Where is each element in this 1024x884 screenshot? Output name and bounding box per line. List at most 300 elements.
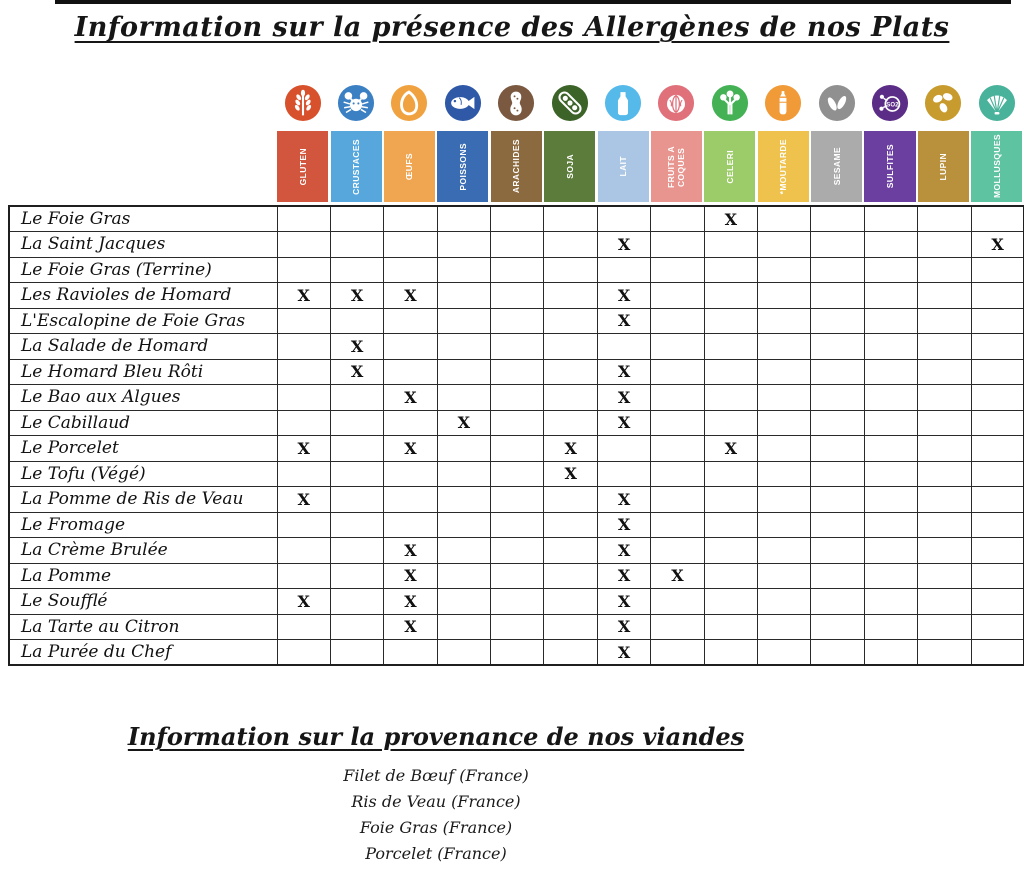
allergen-mark: X [597, 283, 650, 309]
allergen-mark-empty [597, 461, 650, 487]
allergen-icon-row [8, 84, 1024, 131]
table-row [9, 334, 1024, 360]
allergen-mark: X [277, 589, 330, 615]
allergen-header-label: GLUTEN [297, 147, 308, 186]
provenance-item: Ris de Veau (France) [351, 792, 521, 811]
allergen-mark-empty [758, 334, 811, 360]
allergen-mark-empty [330, 589, 383, 615]
allergen-mark-empty [384, 334, 437, 360]
allergen-mark-empty [437, 257, 490, 283]
allergen-mark-empty [491, 410, 544, 436]
allergen-mark-empty [704, 359, 757, 385]
allergen-mark-empty [971, 538, 1024, 564]
allergen-mark-empty [277, 538, 330, 564]
allergen-mark-empty [704, 283, 757, 309]
allergen-mark-empty [918, 461, 971, 487]
dish-name: La Pomme de Ris de Veau [9, 487, 277, 513]
allergen-mark-empty [918, 512, 971, 538]
table-row [9, 563, 1024, 589]
allergen-mark-empty [918, 589, 971, 615]
allergen-header-label: CRUSTACES [350, 138, 361, 195]
allergen-mark-empty [811, 334, 864, 360]
crab-icon [337, 84, 375, 122]
allergen-mark-empty [491, 640, 544, 666]
allergen-mark-empty [704, 614, 757, 640]
allergen-mark-empty [491, 589, 544, 615]
allergen-mark-empty [277, 563, 330, 589]
allergen-mark-empty [491, 232, 544, 258]
allergen-mark-empty [811, 512, 864, 538]
allergen-icon-cell [383, 84, 436, 131]
allergen-mark-empty [918, 538, 971, 564]
allergen-header-label: LAIT [617, 156, 628, 177]
allergen-mark-empty [758, 538, 811, 564]
allergen-mark-empty [491, 283, 544, 309]
allergen-mark-empty [918, 283, 971, 309]
allergen-mark-empty [864, 232, 917, 258]
allergen-mark-empty [437, 614, 490, 640]
allergen-mark-empty [971, 359, 1024, 385]
allergen-mark-empty [651, 410, 704, 436]
allergen-mark-empty [864, 589, 917, 615]
allergen-mark-empty [544, 640, 597, 666]
allergen-mark-empty [437, 206, 490, 232]
allergen-mark-empty [971, 385, 1024, 411]
allergen-mark-empty [704, 640, 757, 666]
allergen-icon-cell [650, 84, 703, 131]
allergen-mark-empty [971, 461, 1024, 487]
allergen-mark: X [704, 206, 757, 232]
dish-name: La Pomme [9, 563, 277, 589]
allergen-mark-empty [330, 308, 383, 334]
allergen-mark-empty [918, 359, 971, 385]
allergen-mark-empty [758, 283, 811, 309]
allergen-header-label: POISSONS [457, 142, 468, 191]
allergen-mark-empty [277, 334, 330, 360]
allergen-mark-empty [758, 461, 811, 487]
allergen-mark-empty [544, 359, 597, 385]
allergen-mark-empty [758, 589, 811, 615]
allergen-mark-empty [811, 308, 864, 334]
allergen-mark: X [597, 487, 650, 513]
allergen-mark-empty [758, 436, 811, 462]
allergen-mark-empty [704, 461, 757, 487]
table-row [9, 206, 1024, 232]
soybean-pod-icon [551, 84, 589, 122]
allergen-mark-empty [437, 359, 490, 385]
allergen-mark-empty [811, 410, 864, 436]
allergen-header-label: CELERI [724, 149, 735, 184]
allergen-mark-empty [971, 512, 1024, 538]
allergen-mark-empty [491, 334, 544, 360]
allergen-header-label: SOJA [564, 154, 575, 179]
allergen-mark-empty [864, 512, 917, 538]
sesame-seeds-icon [818, 84, 856, 122]
allergen-mark-empty [758, 359, 811, 385]
allergen-header-gluten [276, 131, 329, 202]
allergen-mark-empty [651, 283, 704, 309]
allergen-mark-empty [864, 308, 917, 334]
allergen-mark: X [384, 283, 437, 309]
allergen-mark-empty [277, 206, 330, 232]
allergen-mark-empty [758, 563, 811, 589]
dish-name: Le Homard Bleu Rôti [9, 359, 277, 385]
dish-name: L'Escalopine de Foie Gras [9, 308, 277, 334]
dish-name: Le Tofu (Végé) [9, 461, 277, 487]
allergen-mark-empty [277, 385, 330, 411]
table-row [9, 283, 1024, 309]
allergen-mark-empty [864, 461, 917, 487]
allergen-mark-empty [277, 308, 330, 334]
provenance-item: Porcelet (France) [365, 844, 507, 863]
allergen-header-ufs [383, 131, 436, 202]
allergen-mark-empty [811, 206, 864, 232]
allergen-mark-empty [491, 487, 544, 513]
allergen-mark: X [437, 410, 490, 436]
allergen-mark-empty [918, 232, 971, 258]
allergen-mark-empty [384, 410, 437, 436]
peanut-icon [497, 84, 535, 122]
allergen-icon-cell [703, 84, 756, 131]
allergen-mark-empty [704, 589, 757, 615]
allergen-header-soja [543, 131, 596, 202]
allergen-mark-empty [491, 359, 544, 385]
allergen-mark-empty [811, 257, 864, 283]
allergen-mark-empty [971, 487, 1024, 513]
allergen-mark-empty [384, 206, 437, 232]
allergen-mark-empty [437, 385, 490, 411]
allergen-mark-empty [330, 232, 383, 258]
dish-name: La Crème Brulée [9, 538, 277, 564]
allergen-mark-empty [544, 487, 597, 513]
allergen-mark-empty [544, 614, 597, 640]
allergen-mark-empty [918, 640, 971, 666]
dish-name: Le Porcelet [9, 436, 277, 462]
allergen-mark-empty [491, 614, 544, 640]
page-title: Information sur la présence des Allergènes de nos Plats [74, 12, 950, 43]
allergen-mark-empty [330, 436, 383, 462]
provenance-item: Foie Gras (France) [359, 818, 513, 837]
allergen-mark-empty [864, 283, 917, 309]
table-row [9, 410, 1024, 436]
allergen-mark-empty [277, 640, 330, 666]
allergen-mark-empty [864, 257, 917, 283]
dish-name: La Purée du Chef [9, 640, 277, 666]
allergen-mark-empty [918, 308, 971, 334]
allergen-header-label: MOLLUSQUES [991, 133, 1002, 198]
allergen-mark-empty [491, 206, 544, 232]
allergen-mark-empty [918, 487, 971, 513]
allergen-mark: X [384, 385, 437, 411]
allergen-mark-empty [758, 385, 811, 411]
allergen-mark-empty [758, 512, 811, 538]
allergen-mark-empty [491, 257, 544, 283]
allergen-mark-empty [651, 436, 704, 462]
allergen-mark-empty [277, 257, 330, 283]
allergen-mark-empty [758, 640, 811, 666]
dish-name: Le Fromage [9, 512, 277, 538]
allergen-mark-empty [597, 257, 650, 283]
top-divider-line [55, 0, 1011, 4]
allergen-header-lait [596, 131, 649, 202]
allergen-mark-empty [651, 589, 704, 615]
allergen-mark: X [597, 308, 650, 334]
allergen-mark-empty [544, 308, 597, 334]
table-row [9, 359, 1024, 385]
allergen-mark: X [384, 614, 437, 640]
allergen-mark-empty [811, 461, 864, 487]
allergen-header-sulfites [863, 131, 916, 202]
allergen-mark-empty [651, 308, 704, 334]
allergen-mark-empty [491, 461, 544, 487]
allergen-icon-cell [917, 84, 970, 131]
allergen-mark-empty [651, 512, 704, 538]
allergen-mark-empty [811, 538, 864, 564]
allergen-icon-cell [276, 84, 329, 131]
allergen-mark-empty [811, 487, 864, 513]
allergen-mark-empty [651, 538, 704, 564]
allergen-mark-empty [971, 334, 1024, 360]
allergen-mark: X [330, 359, 383, 385]
allergen-header-label: ŒUFS [404, 152, 415, 181]
allergen-icon-cell [596, 84, 649, 131]
allergen-mark-empty [918, 563, 971, 589]
lupin-seeds-icon [924, 84, 962, 122]
allergen-mark-empty [544, 410, 597, 436]
allergen-mark-empty [864, 359, 917, 385]
allergen-mark-empty [864, 436, 917, 462]
allergen-mark-empty [544, 206, 597, 232]
allergen-mark-empty [277, 232, 330, 258]
dish-name: Le Cabillaud [9, 410, 277, 436]
allergen-mark-empty [544, 589, 597, 615]
table-row [9, 257, 1024, 283]
allergen-mark-empty [437, 538, 490, 564]
allergen-mark-empty [384, 232, 437, 258]
allergen-mark-empty [544, 232, 597, 258]
dish-name: La Salade de Homard [9, 334, 277, 360]
allergen-mark-empty [437, 461, 490, 487]
table-row [9, 512, 1024, 538]
allergen-header-moutarde [757, 131, 810, 202]
allergen-mark-empty [491, 538, 544, 564]
allergen-mark-empty [330, 410, 383, 436]
allergen-mark-empty [651, 461, 704, 487]
allergen-mark-empty [758, 487, 811, 513]
allergen-header-label: LUPIN [938, 152, 949, 181]
allergen-mark-empty [437, 487, 490, 513]
allergen-mark-empty [918, 436, 971, 462]
allergen-mark-empty [651, 359, 704, 385]
allergen-mark: X [971, 232, 1024, 258]
allergen-mark-empty [651, 614, 704, 640]
allergen-header-label: SULFITES [884, 144, 895, 189]
allergen-mark-empty [544, 538, 597, 564]
dish-name: Le Foie Gras [9, 206, 277, 232]
allergen-mark-empty [330, 538, 383, 564]
allergen-icon-cell [810, 84, 863, 131]
allergen-mark-empty [918, 385, 971, 411]
allergen-mark-empty [597, 206, 650, 232]
allergen-mark-empty [758, 206, 811, 232]
allergen-mark-empty [651, 385, 704, 411]
dish-name: Le Soufflé [9, 589, 277, 615]
allergen-icon-cell [863, 84, 916, 131]
allergen-mark-empty [491, 563, 544, 589]
allergen-header-label: SESAME [831, 147, 842, 186]
allergen-mark-empty [811, 232, 864, 258]
allergen-mark-empty [544, 257, 597, 283]
allergen-mark-empty [704, 232, 757, 258]
allergen-mark: X [597, 538, 650, 564]
allergen-mark-empty [758, 257, 811, 283]
allergen-mark-empty [918, 257, 971, 283]
allergen-mark: X [384, 436, 437, 462]
allergen-mark-empty [758, 308, 811, 334]
table-row [9, 640, 1024, 666]
allergen-mark-empty [704, 487, 757, 513]
allergen-mark-empty [704, 563, 757, 589]
allergen-mark-empty [704, 410, 757, 436]
allergen-mark-empty [864, 487, 917, 513]
allergen-mark-empty [597, 334, 650, 360]
allergen-header-fruits-a-coques [650, 131, 703, 202]
svg-text:SO2: SO2 [886, 101, 899, 109]
allergen-mark-empty [918, 614, 971, 640]
allergen-mark: X [597, 563, 650, 589]
allergen-mark: X [597, 589, 650, 615]
allergen-mark-empty [277, 359, 330, 385]
allergen-mark-empty [384, 308, 437, 334]
allergen-mark-empty [918, 206, 971, 232]
allergen-header-row [8, 131, 1024, 202]
allergen-icon-cell [329, 84, 382, 131]
allergen-mark-empty [918, 334, 971, 360]
allergen-mark-empty [758, 232, 811, 258]
egg-icon [390, 84, 428, 122]
allergen-icon-cell [543, 84, 596, 131]
allergen-mark-empty [651, 206, 704, 232]
table-row [9, 308, 1024, 334]
allergen-mark-empty [971, 589, 1024, 615]
allergen-mark-empty [651, 257, 704, 283]
allergen-mark-empty [811, 589, 864, 615]
walnut-icon [657, 84, 695, 122]
allergen-mark-empty [971, 640, 1024, 666]
allergen-mark-empty [971, 563, 1024, 589]
allergen-mark-empty [437, 640, 490, 666]
allergen-mark-empty [491, 512, 544, 538]
seashell-icon [978, 84, 1016, 122]
allergen-header-crustaces [329, 131, 382, 202]
allergen-mark-empty [704, 385, 757, 411]
allergen-mark-empty [971, 257, 1024, 283]
allergen-mark-empty [597, 436, 650, 462]
allergen-mark-empty [971, 308, 1024, 334]
allergen-mark-empty [544, 563, 597, 589]
allergen-mark-empty [704, 334, 757, 360]
allergen-mark: X [651, 563, 704, 589]
allergen-mark-empty [864, 563, 917, 589]
allergen-mark: X [597, 410, 650, 436]
allergen-header-mollusques [970, 131, 1023, 202]
allergen-table [8, 84, 1024, 666]
allergen-mark: X [384, 538, 437, 564]
allergen-mark-empty [277, 512, 330, 538]
allergen-mark-empty [971, 206, 1024, 232]
allergen-mark-empty [437, 308, 490, 334]
allergen-mark-empty [491, 436, 544, 462]
allergen-mark-empty [758, 614, 811, 640]
celery-icon [711, 84, 749, 122]
allergen-mark-empty [330, 563, 383, 589]
allergen-mark-empty [918, 410, 971, 436]
allergen-mark-empty [277, 614, 330, 640]
dish-name: Le Foie Gras (Terrine) [9, 257, 277, 283]
allergen-header-poissons [436, 131, 489, 202]
allergen-mark: X [330, 283, 383, 309]
allergen-mark-empty [704, 538, 757, 564]
wheat-icon [284, 84, 322, 122]
dish-name: Le Bao aux Algues [9, 385, 277, 411]
allergen-mark-empty [651, 640, 704, 666]
allergen-mark-empty [864, 614, 917, 640]
allergen-mark: X [597, 614, 650, 640]
allergen-mark: X [277, 283, 330, 309]
mustard-bottle-icon [764, 84, 802, 122]
allergen-mark-empty [971, 410, 1024, 436]
allergen-mark-empty [384, 461, 437, 487]
allergen-mark-empty [811, 283, 864, 309]
allergen-mark-empty [437, 512, 490, 538]
allergen-mark-empty [330, 206, 383, 232]
allergen-mark: X [597, 232, 650, 258]
allergen-mark-empty [437, 334, 490, 360]
allergen-mark-empty [811, 614, 864, 640]
allergen-mark-empty [437, 283, 490, 309]
allergen-mark-empty [758, 410, 811, 436]
allergen-header-celeri [703, 131, 756, 202]
table-row [9, 538, 1024, 564]
allergen-icon-cell [490, 84, 543, 131]
provenance-title: Information sur la provenance de nos viandes [127, 722, 745, 751]
allergen-mark-empty [811, 359, 864, 385]
allergen-mark: X [544, 436, 597, 462]
allergen-mark-empty [811, 640, 864, 666]
allergen-mark-empty [864, 385, 917, 411]
allergen-header-arachides [490, 131, 543, 202]
allergen-mark-empty [330, 461, 383, 487]
allergen-mark-empty [864, 206, 917, 232]
allergen-mark-empty [491, 385, 544, 411]
allergen-mark: X [704, 436, 757, 462]
provenance-section [0, 722, 872, 867]
allergen-mark-empty [971, 614, 1024, 640]
allergen-mark: X [597, 385, 650, 411]
allergen-mark-empty [704, 257, 757, 283]
table-row [9, 589, 1024, 615]
allergen-mark: X [597, 640, 650, 666]
allergen-mark-empty [437, 563, 490, 589]
allergen-mark-empty [971, 283, 1024, 309]
table-row [9, 614, 1024, 640]
allergen-mark-empty [704, 308, 757, 334]
allergen-mark: X [384, 563, 437, 589]
allergen-mark-empty [864, 334, 917, 360]
allergen-mark-empty [971, 436, 1024, 462]
table-row [9, 461, 1024, 487]
allergen-mark-empty [437, 232, 490, 258]
